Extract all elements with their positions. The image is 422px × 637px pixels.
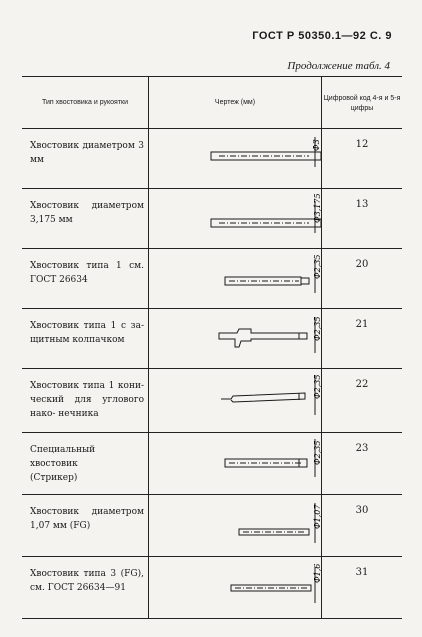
dimension-label: Ф2,35 [313,440,322,465]
shank-drawing [149,309,321,367]
shank-type-name: Хвостовик диаметром 1,07 мм (FG) [30,507,144,531]
shank-types-table [22,76,402,619]
dimension-label: Ф3,175 [313,193,322,223]
column-header-drawing: Чертеж (мм) [149,77,322,129]
shank-type-name: Хвостовик типа 1 кони- ческий для углового нако- нечника [30,381,144,419]
shank-drawing [149,129,321,187]
shank-type-name: Специальный хвостовик (Стрикер) [30,445,96,483]
digital-code: 12 [355,139,369,150]
dimension-label: Ф1,07 [313,504,322,529]
shank-type-name: Хвостовик типа 3 (FG), см. ГОСТ 26634—91 [30,569,144,593]
table-row [22,309,402,369]
shank-drawing [149,249,321,307]
digital-code: 22 [355,379,369,390]
table-row [22,129,402,189]
table-row [22,189,402,249]
shank-drawing [149,369,321,431]
table-header-row [22,77,402,129]
digital-code: 20 [355,259,369,270]
dimension-label: Ф3 [312,139,321,151]
dimension-label: Ф1,6 [313,563,322,583]
table-row [22,433,402,495]
dimension-label: Ф2,35 [313,374,322,399]
table-continuation-label: Продолжение табл. 4 [287,60,390,72]
shank-drawing [149,433,321,493]
digital-code: 21 [355,319,369,330]
table-row [22,249,402,309]
column-header-code: Цифровой код 4-я и 5-я цифры [322,77,403,129]
digital-code: 23 [355,443,369,454]
shank-drawing [149,189,321,247]
digital-code: 31 [355,567,369,578]
table-row [22,495,402,557]
shank-type-name: Хвостовик типа 1 см. ГОСТ 26634 [30,261,144,285]
digital-code: 13 [355,199,369,210]
dimension-label: Ф2,35 [313,316,322,341]
table-row [22,369,402,433]
digital-code: 30 [355,505,369,516]
dimension-label: Ф2,35 [313,254,322,279]
column-header-type: Тип хвостовика и рукоятки [22,77,149,129]
page-header: ГОСТ Р 50350.1—92 С. 9 [252,30,392,42]
shank-drawing [149,495,321,555]
shank-type-name: Хвостовик типа 1 с за- щитным колпачком [30,321,144,345]
shank-type-name: Хвостовик диаметром 3 мм [30,141,144,165]
shank-drawing [149,557,321,617]
shank-type-name: Хвостовик диаметром 3,175 мм [30,201,144,225]
table-row [22,557,402,619]
